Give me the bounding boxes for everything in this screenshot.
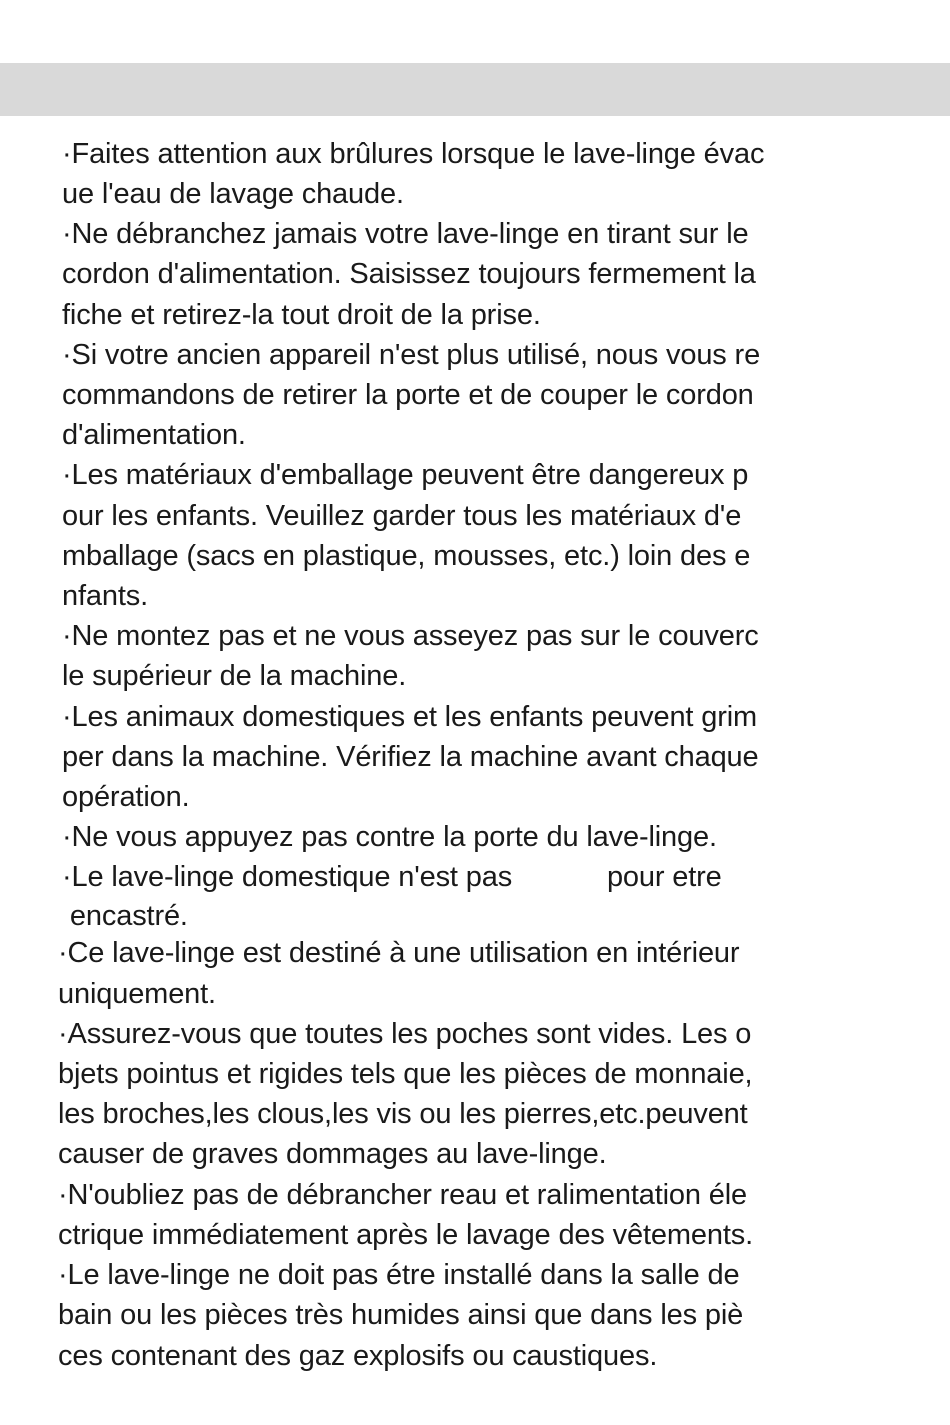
text-line: le supérieur de la machine. — [62, 660, 407, 692]
text-line: per dans la machine. Vérifiez la machine avant chaque — [62, 741, 759, 773]
text-line: ·Ne débranchez jamais votre lave-linge en tirant sur le — [62, 218, 749, 250]
text-line: mballage (sacs en plastique, mousses, etc.) loin des e — [62, 540, 751, 572]
text-line: fiche et retirez-la tout droit de la prise. — [62, 299, 541, 331]
text-line: ·Le lave-linge ne doit pas étre installé dans la salle de — [58, 1259, 740, 1291]
text-line: ces contenant des gaz explosifs ou caustiques. — [58, 1340, 658, 1372]
text-line: bjets pointus et rigides tels que les pièces de monnaie, — [58, 1058, 753, 1090]
text-line: ·Les matériaux d'emballage peuvent être dangereux p — [62, 459, 749, 491]
text-line: ·Ne montez pas et ne vous asseyez pas sur le couverc — [62, 620, 759, 652]
text-line: opération. — [62, 781, 190, 813]
text-line: ·Si votre ancien appareil n'est plus utilisé, nous vous re — [62, 339, 761, 371]
text-line: ·Ne vous appuyez pas contre la porte du lave-linge. — [62, 821, 717, 853]
text-line: les broches,les clous,les vis ou les pierres,etc.peuvent — [58, 1098, 748, 1130]
header-band — [0, 63, 950, 116]
text-line: ·Assurez-vous que toutes les poches sont vides. Les o — [58, 1018, 752, 1050]
text-line: ·Faites attention aux brûlures lorsque le lave-linge évac — [62, 138, 765, 170]
text-line: ·N'oubliez pas de débrancher reau et ralimentation éle — [58, 1179, 748, 1211]
text-line: our les enfants. Veuillez garder tous les matériaux d'e — [62, 500, 742, 532]
text-line: d'alimentation. — [62, 419, 246, 451]
text-line: causer de graves dommages au lave-linge. — [58, 1138, 607, 1170]
text-line: ctrique immédiatement après le lavage des vêtements. — [58, 1219, 753, 1251]
text-line: nfants. — [62, 580, 149, 612]
text-line: encastré. — [62, 900, 188, 932]
text-line: ·Les animaux domestiques et les enfants peuvent grim — [62, 701, 758, 733]
text-line: uniquement. — [58, 978, 216, 1010]
text-line: commandons de retirer la porte et de couper le cordon — [62, 379, 754, 411]
text-line: cordon d'alimentation. Saisissez toujours fermement la — [62, 258, 756, 290]
text-line: ue l'eau de lavage chaude. — [62, 178, 404, 210]
text-line: bain ou les pièces très humides ainsi que dans les piè — [58, 1299, 744, 1331]
text-line: ·Le lave-linge domestique n'est pas pour etre — [62, 861, 722, 893]
text-line: ·Ce lave-linge est destiné à une utilisation en intérieur — [58, 937, 740, 969]
